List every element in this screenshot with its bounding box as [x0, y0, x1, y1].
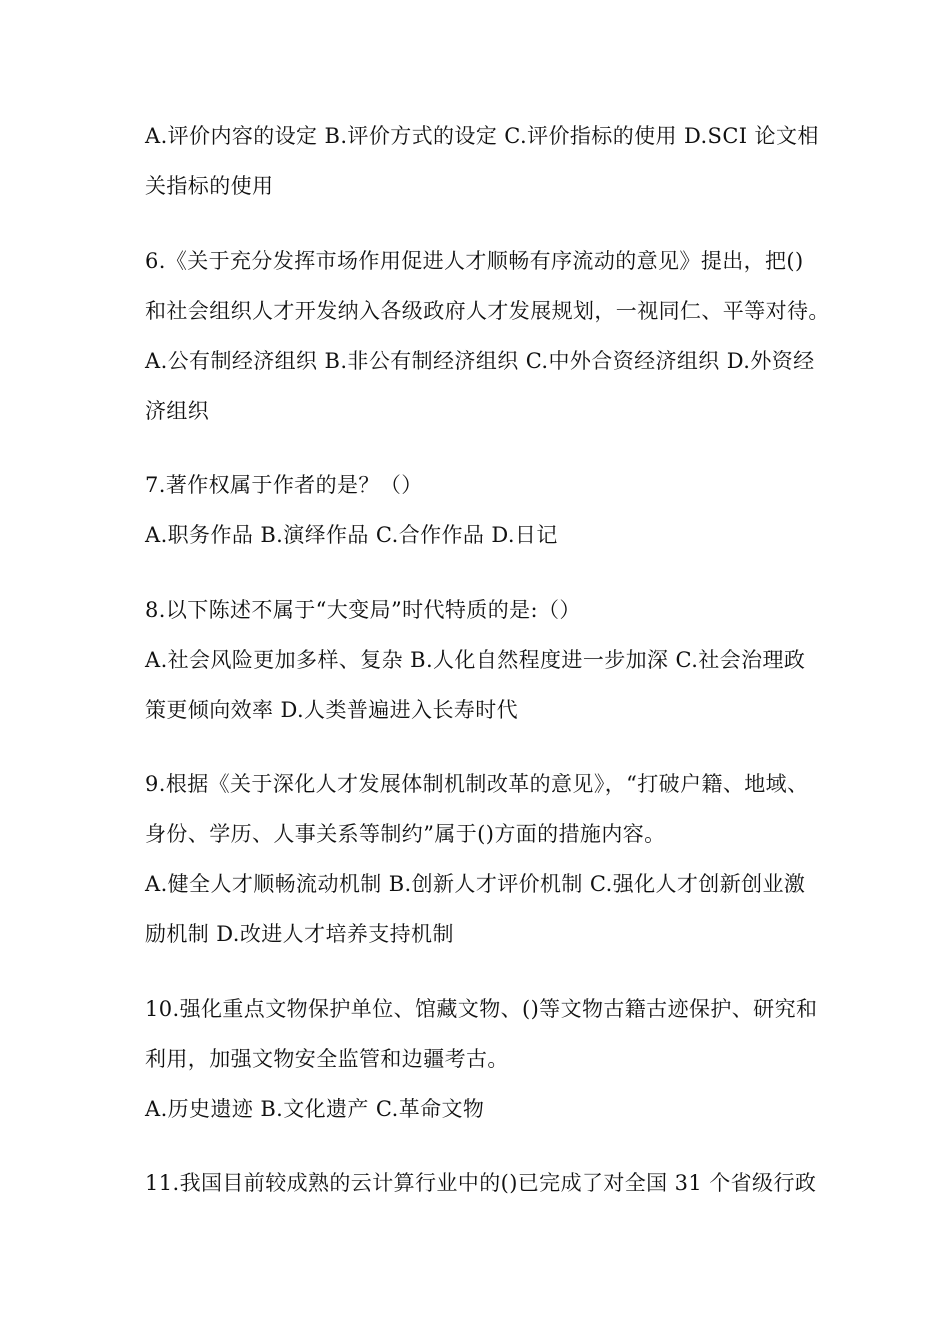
- q6-question-line-1: 6.《关于充分发挥市场作用促进人才顺畅有序流动的意见》提出，把(): [145, 249, 804, 273]
- q7-options: A.职务作品 B.演绎作品 C.合作作品 D.日记: [145, 523, 558, 547]
- q9-options-line-1: A.健全人才顺畅流动机制 B.创新人才评价机制 C.强化人才创新创业激: [145, 872, 806, 896]
- q6-options-line-2: 济组织: [145, 399, 210, 423]
- q5-options-line-1: A.评价内容的设定 B.评价方式的设定 C.评价指标的使用 D.SCI 论文相: [145, 124, 819, 148]
- q5-options-line-2: 关指标的使用: [145, 174, 274, 198]
- q9-options-line-2: 励机制 D.改进人才培养支持机制: [145, 922, 454, 946]
- q8-options-line-2: 策更倾向效率 D.人类普遍进入长寿时代: [145, 698, 519, 722]
- q7-question: 7.著作权属于作者的是？（）: [145, 473, 423, 497]
- q10-question-line-2: 利用，加强文物安全监管和边疆考古。: [145, 1047, 509, 1071]
- q9-question-line-2: 身份、学历、人事关系等制约”属于()方面的措施内容。: [145, 822, 666, 846]
- q10-options: A.历史遗迹 B.文化遗产 C.革命文物: [145, 1097, 485, 1121]
- q8-question: 8.以下陈述不属于“大变局”时代特质的是:（）: [145, 598, 581, 622]
- q10-question-line-1: 10.强化重点文物保护单位、馆藏文物、()等文物古籍古迹保护、研究和: [145, 997, 818, 1021]
- q6-options-line-1: A.公有制经济组织 B.非公有制经济组织 C.中外合资经济组织 D.外资经: [145, 349, 815, 373]
- q6-question-line-2: 和社会组织人才开发纳入各级政府人才发展规划，一视同仁、平等对待。: [145, 299, 830, 323]
- q9-question-line-1: 9.根据《关于深化人才发展体制机制改革的意见》，“打破户籍、地域、: [145, 772, 809, 796]
- q8-options-line-1: A.社会风险更加多样、复杂 B.人化自然程度进一步加深 C.社会治理政: [145, 648, 806, 672]
- q11-question-line-1: 11.我国目前较成熟的云计算行业中的()已完成了对全国 31 个省级行政: [145, 1171, 817, 1195]
